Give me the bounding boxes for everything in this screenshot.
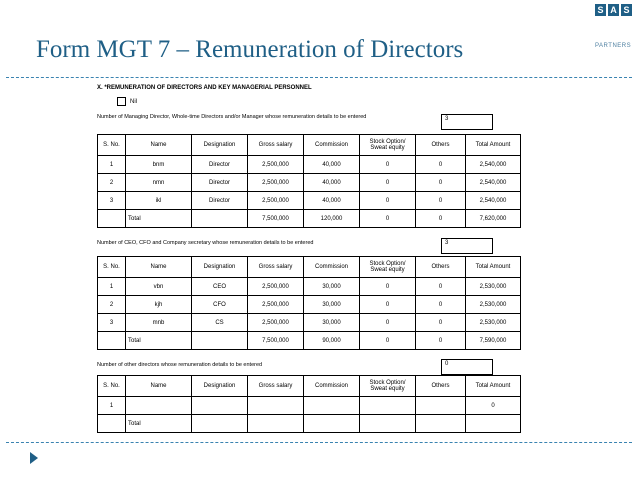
table-cell [98,210,126,228]
kmp-count-input[interactable]: 3 [441,238,493,254]
total-cell [248,415,304,433]
table-cell: 2,530,000 [466,314,521,332]
column-header: S. No. [98,376,126,397]
table-cell [304,397,360,415]
total-cell: 7,590,000 [466,332,521,350]
table-cell: 2 [98,174,126,192]
slide-title: Form MGT 7 – Remuneration of Directors [36,36,464,63]
total-row [98,332,521,350]
total-cell [192,415,248,433]
table-cell: 0 [360,192,416,210]
total-cell: 0 [360,210,416,228]
table-cell: mnb [126,314,192,332]
column-header: Others [416,135,466,156]
table-cell: 1 [98,278,126,296]
column-header: Name [126,257,192,278]
column-header: Gross salary [248,376,304,397]
table-cell: 0 [360,296,416,314]
total-cell [192,210,248,228]
table-cell: 0 [360,278,416,296]
total-cell: 0 [416,210,466,228]
md-count-input[interactable]: 3 [441,114,493,130]
table-row [98,192,521,210]
table-cell [416,397,466,415]
table-header-row [98,257,521,278]
table-cell: Director [192,156,248,174]
kmp-remuneration-table [97,256,521,350]
table-cell: 2,500,000 [248,314,304,332]
column-header: Others [416,376,466,397]
logo-letter: S [595,4,606,16]
table-cell: vbn [126,278,192,296]
footer-divider [6,442,632,443]
sas-partners-logo [595,4,635,49]
column-header: Designation [192,257,248,278]
table-cell: 2,540,000 [466,174,521,192]
nil-label: Nil [130,98,137,105]
table-cell: 1 [98,156,126,174]
logo-subtitle: PARTNERS [595,43,632,49]
column-header: Stock Option/ Sweat equity [360,135,416,156]
slide-bullet-arrow-icon [30,452,38,464]
column-header: Designation [192,376,248,397]
table-cell: 1 [98,397,126,415]
table-cell: 0 [360,156,416,174]
table-cell: nmn [126,174,192,192]
logo-letter: S [621,4,632,16]
column-header: Total Amount [466,376,521,397]
other-directors-count-question: Number of other directors whose remuneration details to be entered [97,362,263,368]
table-header-row [98,135,521,156]
column-header: Commission [304,135,360,156]
table-row [98,156,521,174]
other-directors-count-input[interactable]: 0 [441,359,493,375]
nil-option[interactable] [117,97,137,106]
table-cell: Director [192,192,248,210]
total-label: Total [126,415,192,433]
table-cell: 30,000 [304,314,360,332]
column-header: Total Amount [466,257,521,278]
table-cell: Director [192,174,248,192]
table-row [98,314,521,332]
total-cell [192,332,248,350]
table-cell: 3 [98,192,126,210]
table-cell: 2,530,000 [466,296,521,314]
table-cell: 0 [416,156,466,174]
total-cell: 90,000 [304,332,360,350]
column-header: Stock Option/ Sweat equity [360,376,416,397]
table-cell: 2,500,000 [248,296,304,314]
table-cell: 2,530,000 [466,278,521,296]
total-cell [304,415,360,433]
table-cell [360,397,416,415]
total-cell: 0 [416,332,466,350]
table-cell: 2,540,000 [466,192,521,210]
table-cell [192,397,248,415]
column-header: S. No. [98,135,126,156]
column-header: Name [126,376,192,397]
kmp-count-question: Number of CEO, CFO and Company secretary whose remuneration details to be entered [97,240,314,246]
table-row [98,296,521,314]
column-header: Gross salary [248,135,304,156]
table-cell: 2,500,000 [248,192,304,210]
table-cell: CFO [192,296,248,314]
table-row [98,397,521,415]
column-header: Others [416,257,466,278]
total-cell: 7,500,000 [248,332,304,350]
table-row [98,174,521,192]
table-cell: 2,540,000 [466,156,521,174]
table-cell [98,332,126,350]
table-cell: 2,500,000 [248,156,304,174]
table-cell: CS [192,314,248,332]
column-header: Name [126,135,192,156]
table-cell: 0 [416,192,466,210]
table-cell: 40,000 [304,192,360,210]
table-cell [248,397,304,415]
table-cell: bnm [126,156,192,174]
total-row [98,415,521,433]
table-cell: 0 [416,174,466,192]
column-header: Commission [304,257,360,278]
title-divider [6,77,632,78]
column-header: Gross salary [248,257,304,278]
table-cell: 0 [360,314,416,332]
other-directors-remuneration-table [97,375,521,433]
total-label: Total [126,210,192,228]
table-cell: 40,000 [304,156,360,174]
column-header: Total Amount [466,135,521,156]
total-cell [360,415,416,433]
table-cell: 0 [416,296,466,314]
total-cell [466,415,521,433]
table-cell: CEO [192,278,248,296]
total-cell: 7,620,000 [466,210,521,228]
md-remuneration-table [97,134,521,228]
table-cell: 0 [466,397,521,415]
table-cell [98,415,126,433]
table-cell: 0 [360,174,416,192]
table-cell: ikl [126,192,192,210]
nil-checkbox[interactable] [117,97,126,106]
total-label: Total [126,332,192,350]
table-cell: 0 [416,314,466,332]
total-cell: 7,500,000 [248,210,304,228]
table-row [98,278,521,296]
table-cell: 3 [98,314,126,332]
column-header: Designation [192,135,248,156]
total-row [98,210,521,228]
total-cell: 0 [360,332,416,350]
table-cell: 30,000 [304,278,360,296]
form-heading: X. *REMUNERATION OF DIRECTORS AND KEY MANAGERIAL PERSONNEL [97,85,312,91]
table-cell: kjh [126,296,192,314]
total-cell: 120,000 [304,210,360,228]
md-count-question: Number of Managing Director, Whole-time Directors and/or Manager whose remuneration details to be entered [97,114,367,120]
table-cell: 30,000 [304,296,360,314]
column-header: Commission [304,376,360,397]
column-header: Stock Option/ Sweat equity [360,257,416,278]
logo-letter: A [608,4,619,16]
table-cell: 2 [98,296,126,314]
total-cell [416,415,466,433]
column-header: S. No. [98,257,126,278]
table-cell: 40,000 [304,174,360,192]
table-cell: 0 [416,278,466,296]
table-cell: 2,500,000 [248,174,304,192]
table-cell: 2,500,000 [248,278,304,296]
table-header-row [98,376,521,397]
table-cell [126,397,192,415]
